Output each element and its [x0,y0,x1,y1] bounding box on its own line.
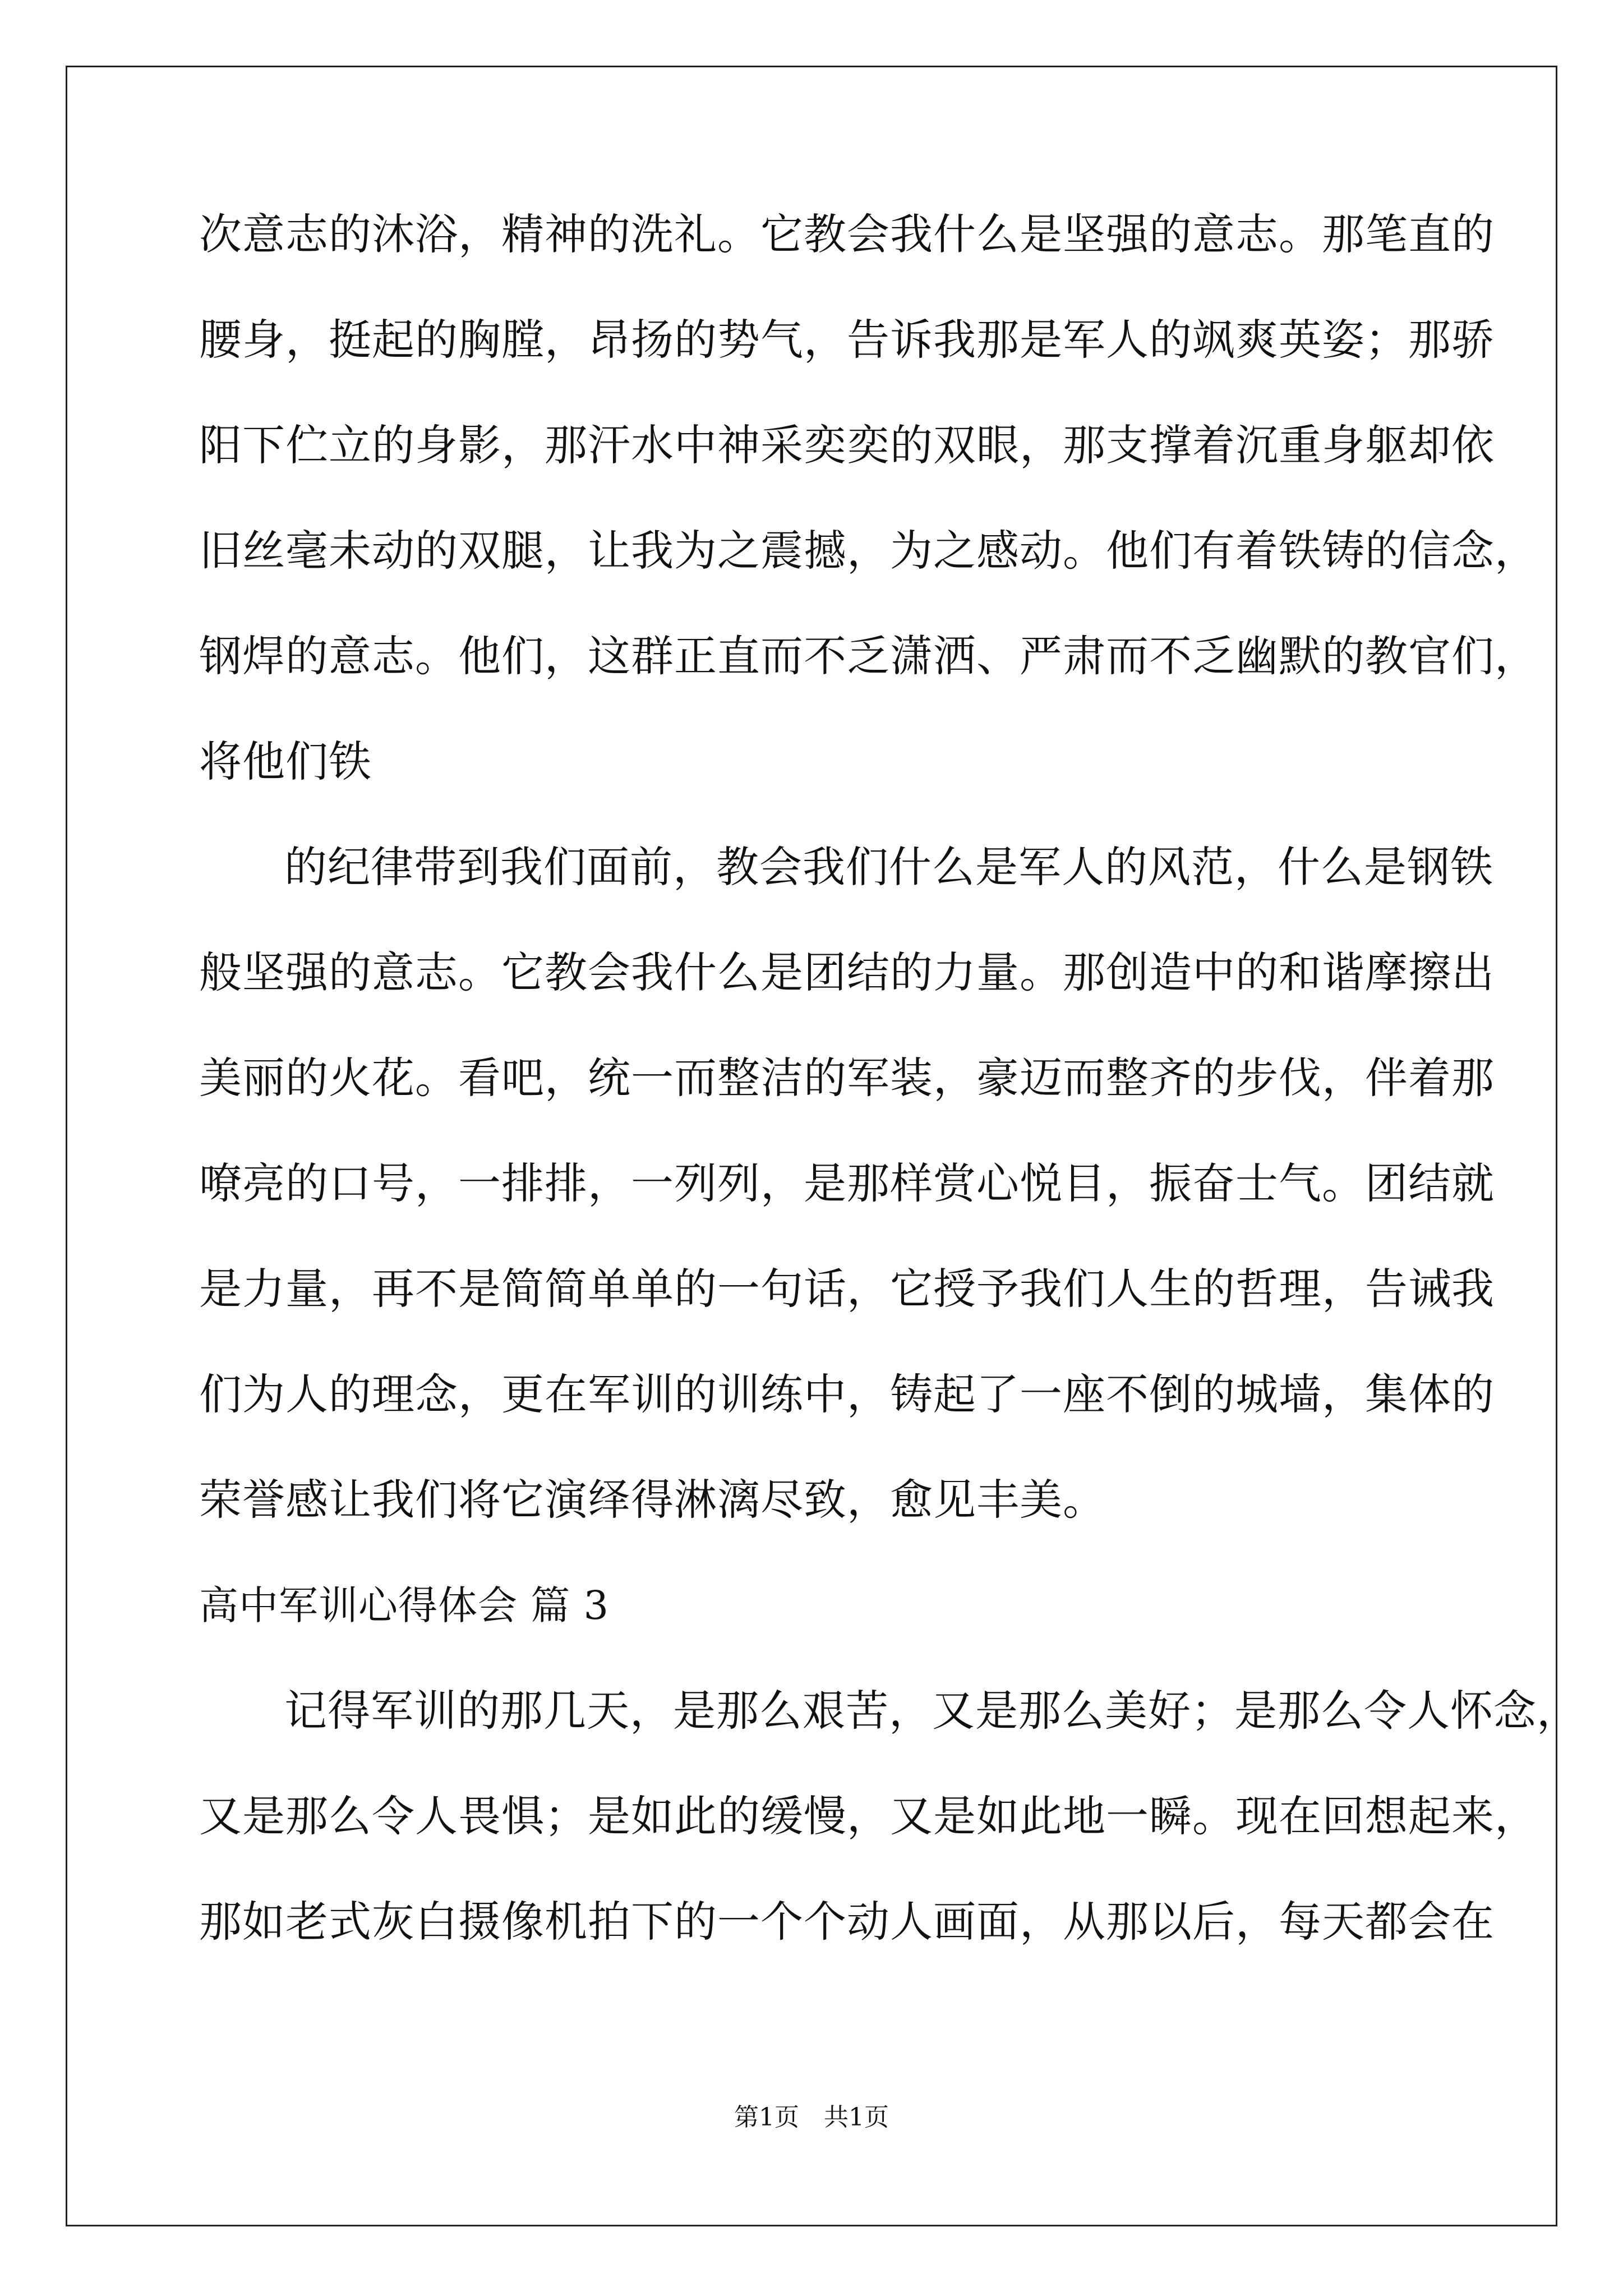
page-footer: 第1页 共1页 [734,2103,889,2132]
text-line: 美丽的火花。看吧，统一而整洁的军装，豪迈而整齐的步伐，伴着那 [199,1053,1495,1103]
text-line: 荣誉感让我们将它演绎得淋漓尽致，愈见丰美。 [199,1475,1106,1525]
section-heading: 高中军训心得体会 篇 3 [199,1582,610,1628]
text-line: 们为人的理念，更在军训的训练中，铸起了一座不倒的城墙，集体的 [199,1369,1495,1419]
text-line: 旧丝毫未动的双腿，让我为之震撼，为之感动。他们有着铁铸的信念， [199,526,1538,576]
text-line: 又是那么令人畏惧；是如此的缓慢，又是如此地一瞬。现在回想起来， [199,1791,1538,1841]
text-line: 次意志的沐浴，精神的洗礼。它教会我什么是坚强的意志。那笔直的 [199,209,1495,259]
text-line: 阳下伫立的身影，那汗水中神采奕奕的双眼，那支撑着沉重身躯却依 [199,420,1495,470]
paragraph-start: 的纪律带到我们面前，教会我们什么是军人的风范，什么是钢铁 [284,842,1493,892]
text-line: 是力量，再不是简简单单的一句话，它授予我们人生的哲理，告诫我 [199,1264,1495,1314]
text-line: 嘹亮的口号，一排排，一列列，是那样赏心悦目，振奋士气。团结就 [199,1158,1495,1208]
document-body [199,208,1580,2000]
text-line: 钢焊的意志。他们，这群正直而不乏潇洒、严肃而不乏幽默的教官们， [199,631,1538,681]
text-line: 那如老式灰白摄像机拍下的一个个动人画面，从那以后，每天都会在 [199,1897,1495,1947]
paragraph-start: 记得军训的那几天，是那么艰苦，又是那么美好；是那么令人怀念， [284,1686,1580,1736]
text-line: 将他们铁 [199,737,372,786]
text-line: 腰身，挺起的胸膛，昂扬的势气，告诉我那是军人的飒爽英姿；那骄 [199,315,1495,365]
text-line: 般坚强的意志。它教会我什么是团结的力量。那创造中的和谐摩擦出 [199,947,1495,997]
